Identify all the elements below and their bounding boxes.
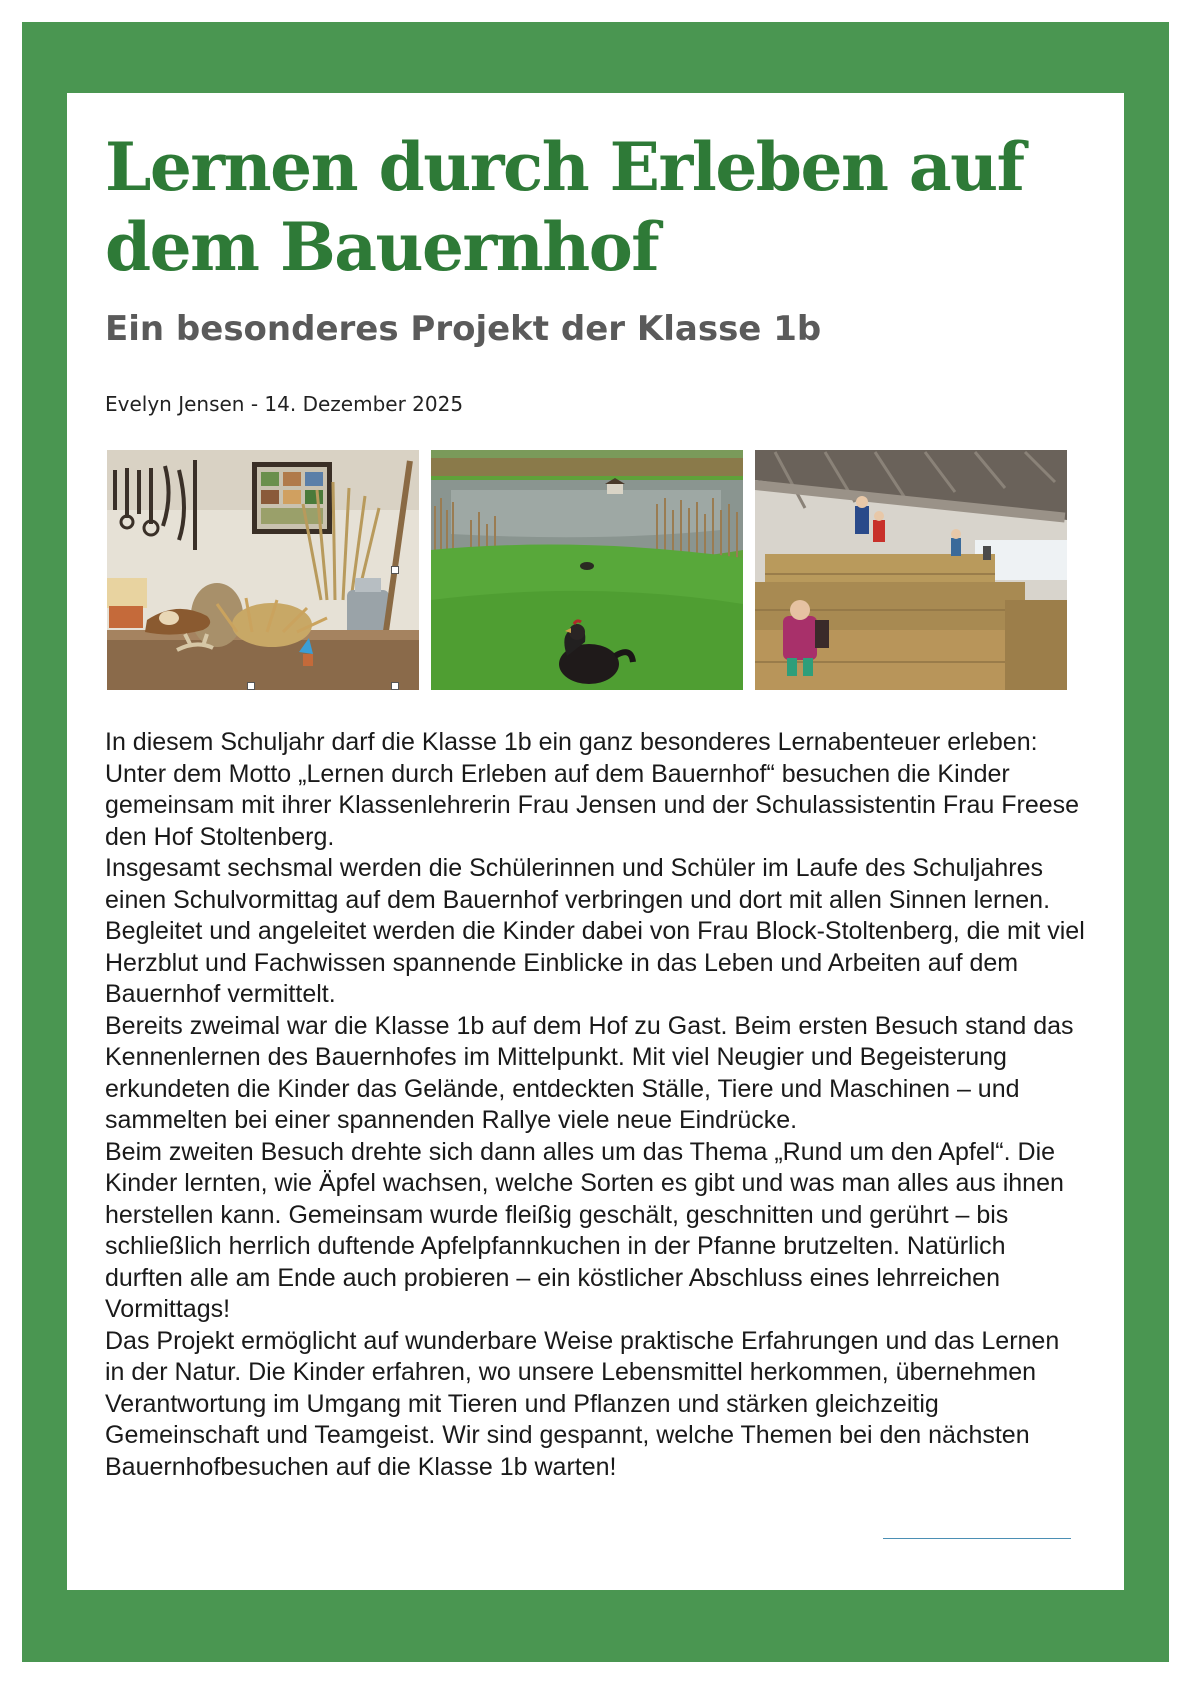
photo-hay-barn[interactable]: [755, 450, 1067, 690]
article-paragraph: Bereits zweimal war die Klasse 1b auf dem Hof zu Gast. Beim ersten Besuch stand das Kennenlernen des Bauernhofes im Mittelpunkt. Mit viel Neugier und Begeisterung erkundeten die Kinder das Gelände, entdeckten Ställe, Tiere und Maschinen – und sammelten bei einer spannenden Rallye viele neue Eindrücke.: [105, 1011, 1074, 1134]
article-paragraph: Das Projekt ermöglicht auf wunderbare Weise praktische Erfahrungen und das Lernen in der Natur. Die Kinder erfahren, wo unsere Lebensmittel herkommen, übernehmen Verantwortung im Umgang mit Tieren und Pflanzen und stärken gleichzeitig Gemeinschaft und Teamgeist. Wir sind gespannt, welche Themen bei den nächsten Bauernhofbesuchen auf die Klasse 1b warten!: [105, 1326, 1060, 1481]
resize-handle-bottom[interactable]: [247, 682, 255, 690]
article-paragraph: Insgesamt sechsmal werden die Schülerinnen und Schüler im Laufe des Schuljahres einen Schulvormittag auf dem Bauernhof verbringen und dort mit allen Sinnen lernen. Begleitet und angeleitet werden die Kinder dabei von Frau Block-Stoltenberg, die mit viel Herzblut und Fachwissen spannende Einblicke in das Leben und Arbeiten auf dem Bauernhof vermittelt.: [105, 854, 1085, 1008]
article-subtitle: Ein besonderes Projekt der Klasse 1b: [105, 309, 822, 349]
hay-barn-image: [755, 450, 1067, 690]
article-paragraph: In diesem Schuljahr darf die Klasse 1b ein ganz besonderes Lernabenteuer erleben:: [105, 728, 1038, 756]
photo-pond-meadow[interactable]: [431, 450, 743, 690]
article-paragraph: Beim zweiten Besuch drehte sich dann alles um das Thema „Rund um den Apfel“. Die Kinder lernten, wie Äpfel wachsen, welche Sorten es gibt und was man alles aus ihnen herstellen kann. Gemeinsam wurde fleißig geschält, geschnitten und gerührt – bis schließlich herrlich duftende Apfelpfannkuchen in der Pfanne brutzelten. Natürlich durften alle am Ende auch probieren – ein köstlicher Abschluss eines lehrreichen Vormittags!: [105, 1137, 1064, 1323]
photo-farm-workshop[interactable]: [107, 450, 419, 690]
article-body: [105, 727, 1085, 1483]
resize-handle-right[interactable]: [391, 566, 399, 574]
pond-meadow-image: [431, 450, 743, 690]
end-rule: [883, 1538, 1071, 1539]
article-paragraph: Unter dem Motto „Lernen durch Erleben auf dem Bauernhof“ besuchen die Kinder gemeinsam mit ihrer Klassenlehrerin Frau Jensen und der Schulassistentin Frau Freese den Hof Stoltenberg.: [105, 759, 1080, 851]
article-page: [67, 93, 1124, 1590]
photo-row: [107, 450, 1067, 690]
article-byline: Evelyn Jensen - 14. Dezember 2025: [105, 392, 464, 416]
resize-handle-corner[interactable]: [391, 682, 399, 690]
farm-workshop-image: [107, 450, 419, 690]
article-title: Lernen durch Erleben auf dem Bauernhof: [105, 128, 1024, 286]
